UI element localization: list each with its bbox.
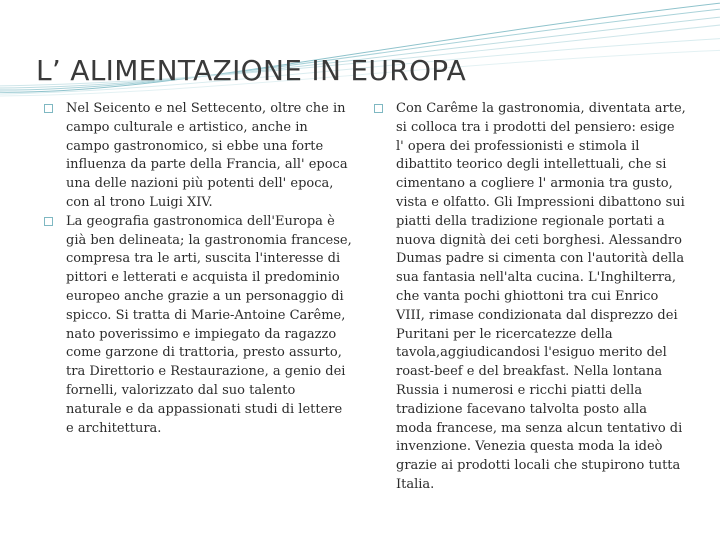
paragraph-careme-text: Con Carême la gastronomia, diventata arte, si colloca tra i prodotti del pensiero: esige l' opera dei professionisti e stimola il dibattito teorico degli intellettuali, che si cimentano a cogliere l' armonia tra gusto, vista e olfatto. Gli Impressioni dibattono sui piatti della tradizione regionale portati a nuova dignità dei ceti borghesi. Alessandro Dumas padre si cimenta con l'autorità della sua fantasia nell'alta cucina. L'Inghilterra, che vanta pochi ghiottoni tra cui Enrico VIII, rimase condizionata dal disprezzo dei Puritani per le ricercatezze della tavola,aggiudicandosi l'esiguo merito del roast-beef e del breakfast. Nella lontana Russia i numerosi e ricchi piatti della tradizione facevano talvolta posto alla moda francese, ma senza alcun tentativo di invenzione. Venezia questa moda la ideò grazie ai prodotti locali che stupirono tutta Italia. [396, 101, 686, 492]
paragraph-careme [374, 100, 686, 495]
paragraph-geografia [44, 213, 354, 439]
right-text-column [374, 100, 686, 495]
paragraph-seicento [44, 100, 354, 213]
paragraph-geografia-text: La geografia gastronomica dell'Europa è già ben delineata; la gastronomia francese, compresa tra le arti, suscita l'interesse di pittori e letterati e acquista il predominio europeo anche grazie a un personaggio di spicco. Si tratta di Marie-Antoine Carême, nato poverissimo e impiegato da ragazzo come garzone di trattoria, presto assurto, tra Direttorio e Restaurazione, a genio dei fornelli, valorizzato dal suo talento naturale e da appassionati studi di lettere e architettura. [66, 213, 352, 436]
square-bullet-icon [374, 104, 383, 113]
paragraph-seicento-text: Nel Seicento e nel Settecento, oltre che in campo culturale e artistico, anche in campo gastronomico, si ebbe una forte influenza da parte della Francia, all' epoca una delle nazioni più potenti dell' epoca, con al trono Luigi XIV. [66, 101, 348, 210]
square-bullet-icon [44, 104, 53, 113]
slide-title: L’ ALIMENTAZIONE IN EUROPA [36, 54, 467, 87]
left-text-column [44, 100, 354, 438]
square-bullet-icon [44, 217, 53, 226]
